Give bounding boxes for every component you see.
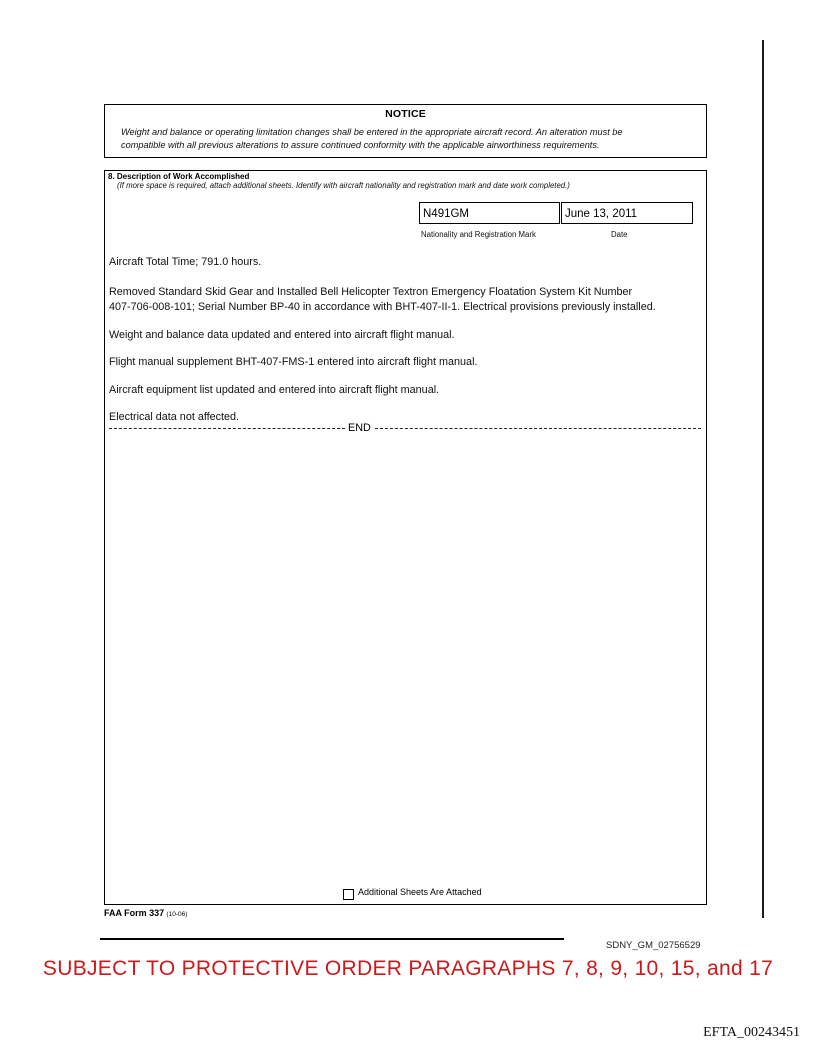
additional-sheets-label: Additional Sheets Are Attached bbox=[358, 887, 482, 897]
bates-number: SDNY_GM_02756529 bbox=[606, 940, 701, 951]
work-line: Weight and balance data updated and entered into aircraft flight manual. bbox=[109, 329, 455, 341]
additional-sheets-checkbox[interactable] bbox=[343, 889, 354, 900]
work-line: 407-706-008-101; Serial Number BP-40 in accordance with BHT-407-II-1. Electrical provisions previously installed. bbox=[109, 301, 656, 313]
work-line: Aircraft Total Time; 791.0 hours. bbox=[109, 256, 262, 268]
dash-line-left bbox=[109, 428, 345, 429]
date-field[interactable]: June 13, 2011 bbox=[561, 202, 693, 224]
efta-number: EFTA_00243451 bbox=[703, 1025, 800, 1040]
form-name: FAA Form 337 bbox=[104, 908, 165, 918]
section-note: (If more space is required, attach additional sheets. Identify with aircraft nationality and registration mark and date work completed.) bbox=[117, 181, 570, 190]
dash-line-right bbox=[375, 428, 701, 429]
registration-caption: Nationality and Registration Mark bbox=[421, 230, 536, 239]
notice-text bbox=[121, 126, 696, 152]
form-revision: (10-06) bbox=[166, 911, 188, 918]
notice-line-2: compatible with all previous alterations to assure continued conformity with the applicable airworthiness requirements. bbox=[121, 140, 600, 150]
notice-title: NOTICE bbox=[385, 108, 426, 120]
work-line: Electrical data not affected. bbox=[109, 411, 240, 423]
notice-box bbox=[104, 104, 707, 158]
page-edge-line bbox=[762, 40, 764, 918]
registration-field[interactable]: N491GM bbox=[419, 202, 560, 224]
protective-order-banner: SUBJECT TO PROTECTIVE ORDER PARAGRAPHS 7, 8, 9, 10, 15, and 17 bbox=[42, 957, 774, 980]
form-number bbox=[104, 908, 187, 918]
end-marker: END bbox=[348, 422, 371, 434]
section-title: 8. Description of Work Accomplished bbox=[108, 172, 250, 181]
work-line: Removed Standard Skid Gear and Installed Bell Helicopter Textron Emergency Floatation System Kit Number bbox=[109, 286, 633, 298]
notice-line-1: Weight and balance or operating limitation changes shall be entered in the appropriate aircraft record. An alteration must be bbox=[121, 127, 623, 137]
end-marker-row bbox=[105, 421, 706, 435]
date-caption: Date bbox=[611, 230, 628, 239]
footer-rule bbox=[100, 938, 564, 940]
work-description-section bbox=[104, 170, 707, 905]
work-line: Flight manual supplement BHT-407-FMS-1 entered into aircraft flight manual. bbox=[109, 356, 478, 368]
work-line: Aircraft equipment list updated and entered into aircraft flight manual. bbox=[109, 384, 440, 396]
